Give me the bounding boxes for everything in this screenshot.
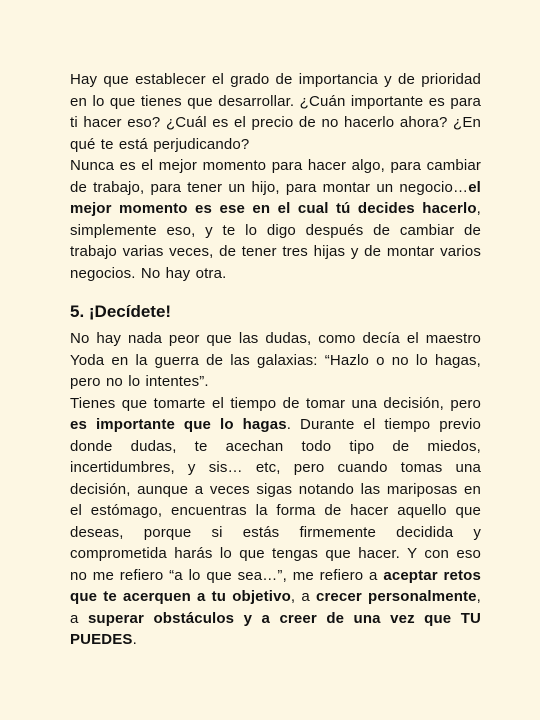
section5-paragraph-1 bbox=[70, 328, 481, 393]
section5-text-2e: , a bbox=[290, 588, 316, 605]
intro-text-2b-bold: el mejor momento es ese en el cual tú decides hacerlo bbox=[70, 178, 481, 217]
section5-text-2d-bold: aceptar retos que te acerquen a tu objetivo bbox=[70, 566, 481, 605]
intro-paragraph-1 bbox=[70, 69, 481, 155]
section5-text-2f-bold: crecer personalmente bbox=[315, 588, 477, 605]
document-page bbox=[70, 69, 481, 651]
section5-text-2i: y a bbox=[234, 609, 280, 627]
section5-text-2g: , a bbox=[70, 588, 481, 627]
intro-text-2c: , simplemente eso, y te lo digo después de cambiar de trabajo varias veces, de tener tres hijas y de montar varios negocios. No hay otra. bbox=[70, 200, 481, 282]
section5-paragraph-2 bbox=[70, 393, 481, 651]
section5-text-2j-bold: creer de una vez que TU PUEDES bbox=[70, 609, 482, 648]
intro-paragraph-2 bbox=[70, 155, 481, 284]
intro-text-1: Hay que establecer el grado de importancia y de prioridad en lo que tienes que desarrollar. ¿Cuán importante es para ti hacer eso? ¿Cuál es el precio de no hacerlo ahora? ¿En qué te está perjudicando? bbox=[70, 71, 481, 153]
section5-text-2c: . Durante el tiempo previo donde dudas, te acechan todo tipo de miedos, incertidumbres, y sis… etc, pero cuando tomas una decisión, aunque a veces sigas notando las mariposas en el estómago, encuentras la forma de hacer aquello que deseas, porque si estás firmemente decidida y comprometida harás lo que tengas que hacer. Y con eso no me refiero “a lo que sea…”, me refiero a bbox=[70, 416, 482, 584]
section5-text-1: No hay nada peor que las dudas, como decía el maestro Yoda en la guerra de las galaxias: “Hazlo o no lo hagas, pero no lo intentes”. bbox=[70, 330, 481, 390]
section5-text-2a: Tienes que tomarte el tiempo de tomar una decisión, pero bbox=[70, 394, 481, 412]
section5-text-2b-bold: es importante que lo hagas bbox=[70, 416, 287, 433]
section-heading: 5. ¡Decídete! bbox=[70, 302, 172, 321]
intro-text-2a: Nunca es el mejor momento para hacer algo, para cambiar de trabajo, para tener un hijo, para montar un negocio… bbox=[70, 157, 481, 196]
section5-text-2h-bold: superar obstáculos bbox=[87, 609, 235, 627]
section5-text-2k: . bbox=[132, 631, 137, 648]
